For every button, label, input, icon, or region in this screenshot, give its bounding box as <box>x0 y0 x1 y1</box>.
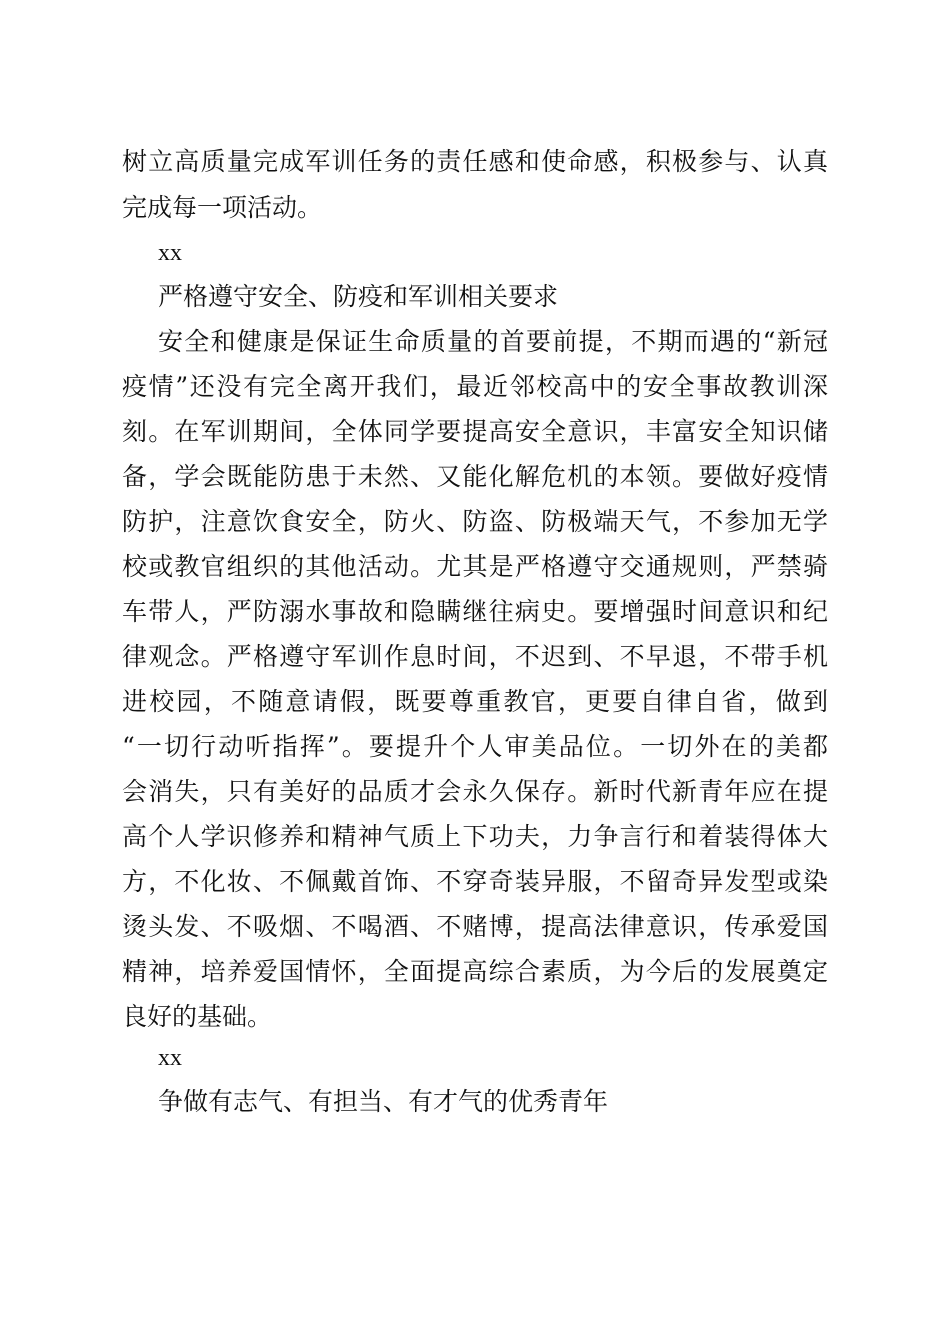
section-heading: 争做有志气、有担当、有才气的优秀青年 <box>158 1087 609 1116</box>
paragraph-line: 防护，注意饮食安全，防火、防盗、防极端天气，不参加无学 <box>122 507 828 536</box>
section-heading: 严格遵守安全、防疫和军训相关要求 <box>158 282 559 311</box>
paragraph-line: 精神，培养爱国情怀，全面提高综合素质，为今后的发展奠定 <box>122 957 828 986</box>
paragraph-line: 安全和健康是保证生命质量的首要前提，不期而遇的“新冠 <box>158 327 828 356</box>
paragraph-line: 车带人，严防溺水事故和隐瞒继往病史。要增强时间意识和纪 <box>122 597 828 626</box>
paragraph-line: 高个人学识修养和精神气质上下功夫，力争言行和着装得体大 <box>122 822 828 851</box>
paragraph-line: 树立高质量完成军训任务的责任感和使命感，积极参与、认真 <box>122 147 828 176</box>
paragraph-line: 刻。在军训期间，全体同学要提高安全意识，丰富安全知识储 <box>122 417 828 446</box>
paragraph-line: 烫头发、不吸烟、不喝酒、不赌博，提高法律意识，传承爱国 <box>122 912 828 941</box>
paragraph-line: 会消失，只有美好的品质才会永久保存。新时代新青年应在提 <box>122 777 828 806</box>
paragraph-line: 疫情”还没有完全离开我们，最近邻校高中的安全事故教训深 <box>122 372 828 401</box>
section-marker: xx <box>158 1045 182 1071</box>
paragraph-line: 完成每一项活动。 <box>122 193 323 222</box>
paragraph-line: 校或教官组织的其他活动。尤其是严格遵守交通规则，严禁骑 <box>122 552 828 581</box>
paragraph-line: 进校园，不随意请假，既要尊重教官，更要自律自省，做到 <box>122 687 828 716</box>
section-marker: xx <box>158 240 182 266</box>
paragraph-line: 备，学会既能防患于未然、又能化解危机的本领。要做好疫情 <box>122 462 828 491</box>
paragraph-line: 良好的基础。 <box>122 1002 273 1031</box>
paragraph-line: 方，不化妆、不佩戴首饰、不穿奇装异服，不留奇异发型或染 <box>122 867 828 896</box>
paragraph-line: 律观念。严格遵守军训作息时间，不迟到、不早退，不带手机 <box>122 642 828 671</box>
paragraph-line: “一切行动听指挥”。要提升个人审美品位。一切外在的美都 <box>122 732 828 761</box>
